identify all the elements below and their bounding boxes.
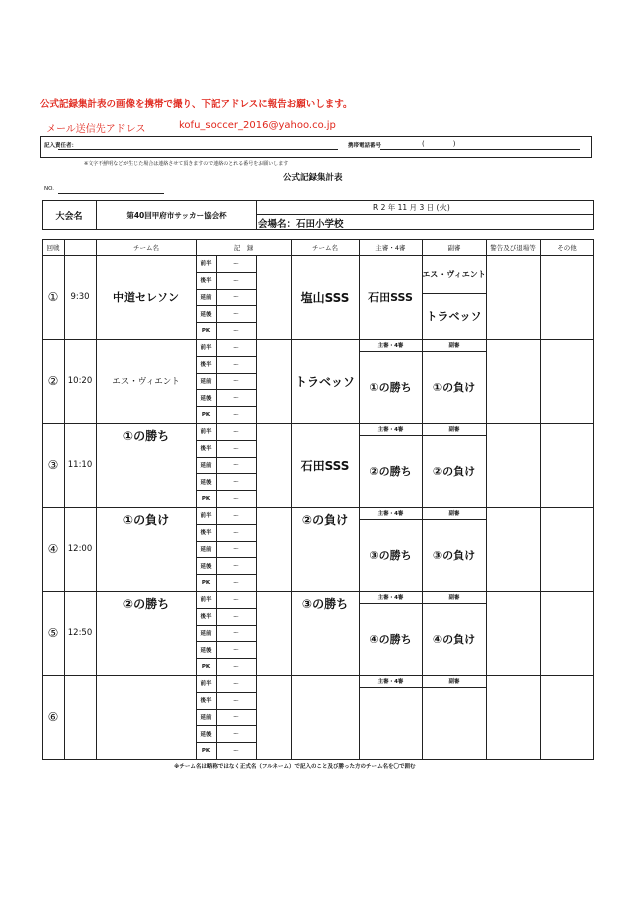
- other-cell: [540, 675, 594, 759]
- venue-text: 会場名：石田小学校: [258, 219, 344, 230]
- notice-text: 公式記録集計表の画像を携帯で撮り、下記アドレスに報告お願いします。: [40, 99, 353, 110]
- team-b-name: 塩山SSS: [300, 290, 350, 305]
- warnings-cell: [486, 423, 540, 507]
- score-dash: ー: [232, 714, 239, 722]
- team-b-name: [291, 675, 359, 759]
- team-b-name: トラベッソ: [294, 374, 355, 389]
- warnings-cell: [486, 507, 540, 591]
- reporter-box: [40, 136, 592, 158]
- score-dash: ー: [232, 294, 239, 302]
- score-dash: ー: [232, 697, 239, 705]
- match-time: 9:30: [70, 292, 90, 302]
- assist-referee: ③の負け: [432, 549, 476, 562]
- assist-ref-sublabel: 副審: [448, 427, 460, 433]
- period-label: PK: [201, 495, 211, 502]
- round-number: ④: [47, 542, 59, 556]
- date-text: R 2 年 11 月 3 日 (火): [373, 203, 450, 212]
- period-label: 後半: [200, 278, 212, 285]
- assist-referee: [422, 687, 486, 759]
- match-time: 11:10: [67, 460, 93, 470]
- score-dash: ー: [232, 445, 239, 453]
- other-cell: [540, 507, 594, 591]
- period-label: 前半: [200, 681, 212, 688]
- team-a-name: 中道セレソン: [113, 291, 179, 304]
- header-warnings: 警告及び退場等: [490, 243, 536, 252]
- other-cell: [540, 339, 594, 423]
- period-label: 延前: [200, 378, 212, 385]
- phone-underline: [380, 149, 580, 150]
- main-ref-sublabel: 主審・4審: [377, 511, 404, 517]
- period-label: PK: [201, 747, 211, 754]
- team-a-name: [96, 675, 196, 759]
- period-label: 延前: [200, 294, 212, 301]
- match-time: 12:50: [67, 628, 93, 638]
- score-dash: ー: [232, 361, 239, 369]
- warnings-cell: [486, 675, 540, 759]
- main-referee: ④の勝ち: [369, 633, 412, 646]
- period-label: 延前: [200, 546, 212, 553]
- warnings-cell: [486, 591, 540, 675]
- period-label: PK: [201, 327, 211, 334]
- warnings-cell: [486, 339, 540, 423]
- score-dash: ー: [232, 395, 239, 403]
- phone-paren: ( ): [422, 140, 456, 148]
- score-dash: ー: [232, 412, 239, 420]
- score-dash: ー: [232, 664, 239, 672]
- assist-referee-1: エス・ヴィエント: [422, 269, 486, 279]
- assist-referee: ④の負け: [432, 633, 476, 646]
- match-time: 12:00: [67, 544, 93, 554]
- score-dash: ー: [232, 529, 239, 537]
- score-dash: ー: [232, 647, 239, 655]
- team-b-name: ②の負け: [301, 513, 349, 527]
- score-dash: ー: [232, 428, 239, 436]
- period-label: 前半: [200, 261, 212, 268]
- score-dash: ー: [232, 613, 239, 621]
- col-line: [196, 239, 197, 255]
- other-cell: [540, 255, 594, 339]
- score-dash: ー: [232, 462, 239, 470]
- header-other: その他: [557, 243, 577, 252]
- main-ref-sublabel: 主審・4審: [377, 427, 404, 433]
- period-label: 後半: [200, 362, 212, 369]
- round-number: ⑥: [47, 710, 59, 724]
- period-label: 延後: [200, 731, 212, 738]
- period-label: 後半: [200, 698, 212, 705]
- period-label: 延前: [200, 630, 212, 637]
- no-underline: [58, 193, 164, 194]
- main-ref-sublabel: 主審・4審: [377, 679, 404, 685]
- main-referee: ①の勝ち: [369, 381, 412, 394]
- reporter-underline: [58, 149, 338, 150]
- period-label: PK: [201, 411, 211, 418]
- main-referee: [359, 687, 422, 759]
- main-referee: ③の勝ち: [369, 549, 412, 562]
- header-team-a: チーム名: [133, 243, 159, 252]
- other-cell: [540, 591, 594, 675]
- score-dash: ー: [232, 344, 239, 352]
- form-title: 公式記録集計表: [283, 173, 343, 183]
- no-label: NO.: [44, 186, 54, 192]
- header-main-ref: 主審・4審: [375, 243, 406, 252]
- team-b-name: 石田SSS: [300, 458, 350, 473]
- reporter-label: 記入責任者：: [44, 143, 78, 149]
- score-dash: ー: [232, 260, 239, 268]
- round-number: ②: [47, 374, 59, 388]
- main-referee: 石田SSS: [368, 291, 413, 304]
- tournament-label: 大会名: [55, 211, 83, 222]
- team-a-name: ①の負け: [122, 513, 170, 527]
- score-dash: ー: [232, 512, 239, 520]
- score-dash: ー: [232, 630, 239, 638]
- period-label: 前半: [200, 513, 212, 520]
- match-time: [64, 675, 96, 759]
- round-number: ③: [47, 458, 59, 472]
- team-a-name: エス・ヴィエント: [112, 377, 180, 387]
- score-dash: ー: [232, 680, 239, 688]
- warnings-cell: [486, 255, 540, 339]
- team-a-name: ①の勝ち: [122, 429, 170, 443]
- header-round: 回戦: [46, 243, 60, 252]
- round-number: ①: [47, 290, 59, 304]
- score-dash: ー: [232, 563, 239, 571]
- header-assist-ref: 副審: [447, 243, 461, 252]
- period-label: 前半: [200, 597, 212, 604]
- mail-label: メール送信先アドレス: [46, 124, 146, 135]
- other-cell: [540, 423, 594, 507]
- score-dash: ー: [232, 596, 239, 604]
- period-label: 後半: [200, 530, 212, 537]
- period-label: 延後: [200, 647, 212, 654]
- period-label: 後半: [200, 614, 212, 621]
- assist-referee: ①の負け: [432, 381, 476, 394]
- assist-referee: ②の負け: [432, 465, 476, 478]
- assist-ref-sublabel: 副審: [448, 343, 460, 349]
- period-label: PK: [201, 663, 211, 670]
- score-dash: ー: [232, 378, 239, 386]
- team-b-name: ③の勝ち: [301, 597, 349, 611]
- score-dash: ー: [232, 277, 239, 285]
- period-label: 延前: [200, 714, 212, 721]
- score-dash: ー: [232, 580, 239, 588]
- period-label: 後半: [200, 446, 212, 453]
- match-time: 10:20: [67, 376, 93, 386]
- main-referee: ②の勝ち: [369, 465, 412, 478]
- note-small: ※文字不鮮明などが生じた場合は連絡させて頂きますので連絡のとれる番号をお願いします: [84, 161, 289, 167]
- mail-address[interactable]: kofu_soccer_2016@yahoo.co.jp: [179, 120, 336, 131]
- period-label: 延後: [200, 563, 212, 570]
- tournament-name: 第40回甲府市サッカー協会杯: [126, 210, 227, 220]
- assist-ref-sublabel: 副審: [448, 679, 460, 685]
- period-label: 前半: [200, 429, 212, 436]
- assist-ref-sublabel: 副審: [448, 595, 460, 601]
- header-record: 記 録: [233, 243, 254, 252]
- period-label: 前半: [200, 345, 212, 352]
- main-ref-sublabel: 主審・4審: [377, 595, 404, 601]
- score-dash: ー: [232, 311, 239, 319]
- period-label: 延後: [200, 479, 212, 486]
- period-label: 延前: [200, 462, 212, 469]
- period-label: 延後: [200, 311, 212, 318]
- footer-note: ※チーム名は略称ではなく正式名（フルネーム）で記入のこと及び勝った方のチーム名を〇で囲む: [174, 764, 416, 770]
- score-dash: ー: [232, 546, 239, 554]
- team-a-name: ②の勝ち: [122, 597, 170, 611]
- round-number: ⑤: [47, 626, 59, 640]
- assist-referee-2: トラベッソ: [426, 310, 482, 323]
- period-label: PK: [201, 579, 211, 586]
- period-label: 延後: [200, 395, 212, 402]
- header-team-b: チーム名: [312, 243, 338, 252]
- phone-label: 携帯電話番号: [348, 143, 382, 149]
- score-dash: ー: [232, 731, 239, 739]
- score-dash: ー: [232, 748, 239, 756]
- score-dash: ー: [232, 496, 239, 504]
- assist-ref-sublabel: 副審: [448, 511, 460, 517]
- score-dash: ー: [232, 479, 239, 487]
- score-dash: ー: [232, 328, 239, 336]
- main-ref-sublabel: 主審・4審: [377, 343, 404, 349]
